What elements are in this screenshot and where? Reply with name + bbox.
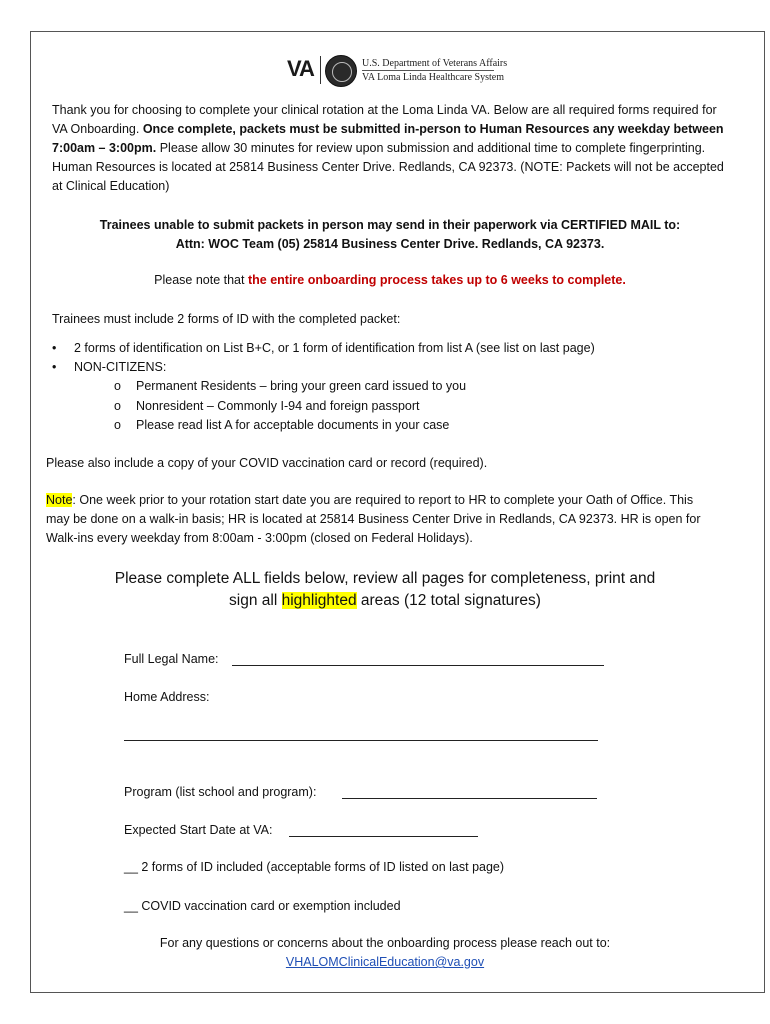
start-date-label: Expected Start Date at VA: bbox=[124, 823, 273, 837]
intro-paragraph bbox=[52, 101, 732, 196]
intro-text-2: Please allow 30 minutes for review upon submission and additional time to complete fingerprinting. Human Resources is located at 25814 Business Center Drive. Redlands, CA 92373. (NOTE: Packets will not be accepted at Clinical Education) bbox=[52, 141, 724, 193]
sub-list-item: o Please read list A for acceptable documents in your case bbox=[114, 416, 714, 435]
completion-instructions bbox=[40, 568, 730, 612]
contact-email-link[interactable]: VHALOMClinicalEducation@va.gov bbox=[285, 955, 485, 969]
program-field[interactable] bbox=[342, 798, 597, 799]
bullet-icon: • bbox=[52, 341, 57, 355]
instructions-line-2: sign all highlighted areas (12 total signatures) bbox=[229, 592, 541, 609]
sub-list-item: o Permanent Residents – bring your green card issued to you bbox=[114, 377, 714, 396]
highlighted-word: highlighted bbox=[281, 592, 357, 609]
process-note bbox=[40, 271, 740, 290]
department-name: U.S. Department of Veterans Affairs bbox=[362, 58, 508, 69]
mail-line-2: Attn: WOC Team (05) 25814 Business Center Drive. Redlands, CA 92373. bbox=[175, 237, 605, 251]
covid-checkbox-line[interactable]: __ COVID vaccination card or exemption included bbox=[124, 899, 401, 913]
intro-text-1: Thank you for choosing to complete your clinical rotation at the Loma Linda VA. Below are all required forms required for VA Onboarding. bbox=[52, 103, 717, 136]
circle-bullet-icon: o bbox=[114, 418, 121, 432]
process-note-emphasis: the entire onboarding process takes up to 6 weeks to complete bbox=[247, 273, 623, 287]
instructions-line-1: Please complete ALL fields below, review all pages for completeness, print and bbox=[114, 570, 656, 587]
mail-instructions bbox=[40, 216, 740, 254]
home-address-label: Home Address: bbox=[124, 690, 210, 704]
contact-line: For any questions or concerns about the onboarding process please reach out to: bbox=[159, 936, 611, 950]
covid-requirement: Please also include a copy of your COVID vaccination card or record (required). bbox=[46, 456, 488, 470]
id-intro: Trainees must include 2 forms of ID with the completed packet: bbox=[52, 312, 401, 326]
circle-bullet-icon: o bbox=[114, 399, 121, 413]
id-checkbox-line[interactable]: __ 2 forms of ID included (acceptable forms of ID listed on last page) bbox=[124, 860, 505, 874]
va-seal-icon bbox=[325, 55, 357, 87]
home-address-field[interactable] bbox=[124, 740, 598, 741]
circle-bullet-icon: o bbox=[114, 379, 121, 393]
oath-note-text: : One week prior to your rotation start date you are required to report to HR to complete your Oath of Office. This may be done on a walk-in basis; HR is located at 25814 Business Center Drive in Redlands, CA 92373. HR is open for Walk-ins every weekday from 8:00am - 3:00pm (closed on Federal Holidays). bbox=[46, 493, 701, 545]
facility-name: VA Loma Linda Healthcare System bbox=[362, 72, 505, 83]
process-note-suffix: . bbox=[622, 273, 626, 287]
start-date-field[interactable] bbox=[289, 836, 478, 837]
process-note-prefix: Please note that bbox=[154, 273, 248, 287]
full-name-field[interactable] bbox=[232, 665, 604, 666]
program-label: Program (list school and program): bbox=[124, 785, 317, 799]
va-logo: VA bbox=[287, 56, 314, 81]
contact-info bbox=[40, 934, 730, 972]
full-name-label: Full Legal Name: bbox=[124, 652, 219, 666]
oath-note bbox=[46, 491, 714, 548]
intro-bold-text: Once complete, packets must be submitted in-person to Human Resources any weekday between 7:00am – 3:00pm. bbox=[52, 122, 724, 155]
oath-note-label: Note bbox=[46, 493, 73, 507]
logo-divider bbox=[320, 56, 321, 84]
sub-list-item: o Nonresident – Commonly I-94 and foreign passport bbox=[114, 397, 714, 416]
list-item: • NON-CITIZENS: bbox=[52, 358, 732, 377]
department-divider bbox=[362, 70, 494, 71]
mail-line-1: Trainees unable to submit packets in person may send in their paperwork via CERTIFIED MAIL to: bbox=[99, 218, 681, 232]
list-item: • 2 forms of identification on List B+C, or 1 form of identification from list A (see list on last page) bbox=[52, 339, 732, 358]
bullet-icon: • bbox=[52, 360, 57, 374]
